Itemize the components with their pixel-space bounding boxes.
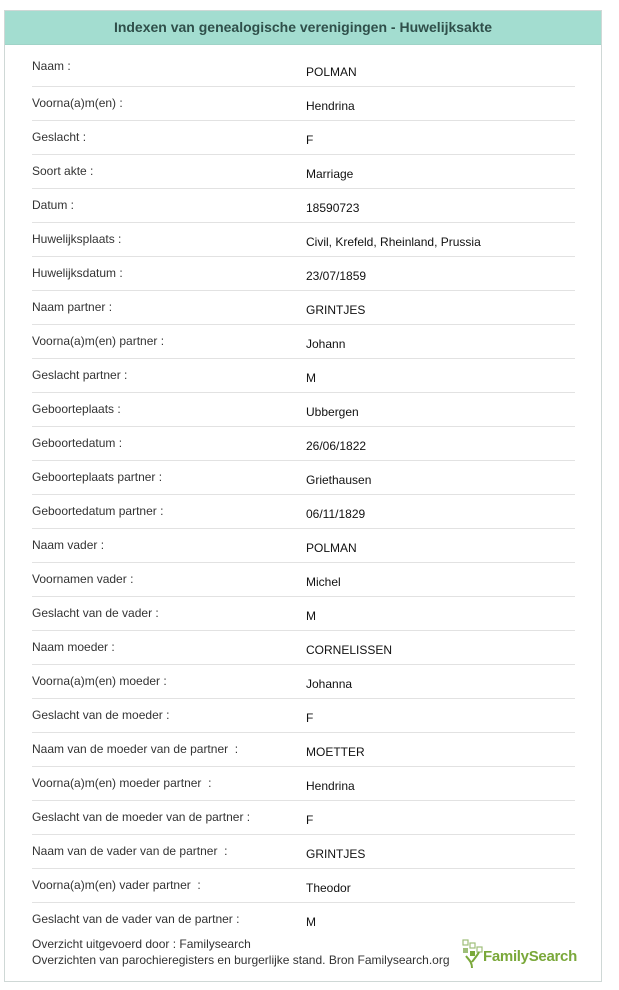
field-value: CORNELISSEN bbox=[306, 643, 393, 657]
familysearch-tree-icon bbox=[461, 938, 485, 970]
field-label: Geboorteplaats : bbox=[32, 402, 121, 416]
field-label: Naam vader : bbox=[32, 538, 105, 552]
field-label: Voorna(a)m(en) partner : bbox=[32, 334, 165, 348]
table-row bbox=[32, 393, 575, 427]
table-row bbox=[32, 461, 575, 495]
table-row bbox=[32, 835, 575, 869]
field-value: Marriage bbox=[306, 167, 354, 181]
table-row bbox=[32, 53, 575, 87]
field-value: 23/07/1859 bbox=[306, 269, 367, 283]
field-label: Voorna(a)m(en) moeder : bbox=[32, 674, 167, 688]
table-row bbox=[32, 869, 575, 903]
field-label: Naam moeder : bbox=[32, 640, 115, 654]
field-value: F bbox=[306, 711, 314, 725]
table-row bbox=[32, 223, 575, 257]
table-row bbox=[32, 257, 575, 291]
field-value: Hendrina bbox=[306, 779, 355, 793]
field-label: Geslacht van de moeder van de partner : bbox=[32, 810, 251, 824]
field-label: Geslacht van de vader van de partner : bbox=[32, 912, 240, 926]
field-value: Hendrina bbox=[306, 99, 355, 113]
table-row bbox=[32, 495, 575, 529]
field-value: Johann bbox=[306, 337, 346, 351]
footer-line-1: Overzicht uitgevoerd door : Familysearch bbox=[32, 937, 251, 951]
field-label: Naam : bbox=[32, 59, 71, 73]
table-row bbox=[32, 699, 575, 733]
field-value: GRINTJES bbox=[306, 303, 366, 317]
field-value: Theodor bbox=[306, 881, 351, 895]
field-value: M bbox=[306, 609, 316, 623]
field-label: Geboorteplaats partner : bbox=[32, 470, 163, 484]
field-value: M bbox=[306, 371, 316, 385]
record-card bbox=[4, 10, 602, 982]
record-fields bbox=[32, 53, 575, 937]
field-label: Geboortedatum partner : bbox=[32, 504, 164, 518]
field-value: F bbox=[306, 133, 314, 147]
table-row bbox=[32, 767, 575, 801]
field-value: GRINTJES bbox=[306, 847, 366, 861]
field-label: Voornamen vader : bbox=[32, 572, 134, 586]
table-row bbox=[32, 733, 575, 767]
field-value: F bbox=[306, 813, 314, 827]
field-value: 18590723 bbox=[306, 201, 360, 215]
field-label: Huwelijksplaats : bbox=[32, 232, 122, 246]
field-value: Michel bbox=[306, 575, 341, 589]
field-label: Naam van de vader van de partner : bbox=[32, 844, 228, 858]
field-label: Huwelijksdatum : bbox=[32, 266, 123, 280]
field-value: POLMAN bbox=[306, 541, 357, 555]
field-label: Geboortedatum : bbox=[32, 436, 123, 450]
field-label: Soort akte : bbox=[32, 164, 94, 178]
footer bbox=[32, 936, 450, 968]
table-row bbox=[32, 155, 575, 189]
field-value: Civil, Krefeld, Rheinland, Prussia bbox=[306, 235, 481, 249]
field-value: POLMAN bbox=[306, 65, 357, 79]
field-label: Geslacht van de vader : bbox=[32, 606, 159, 620]
field-value: Johanna bbox=[306, 677, 353, 691]
familysearch-logo[interactable] bbox=[457, 936, 587, 972]
field-label: Naam van de moeder van de partner : bbox=[32, 742, 239, 756]
field-value: 26/06/1822 bbox=[306, 439, 367, 453]
table-row bbox=[32, 597, 575, 631]
field-value: Ubbergen bbox=[306, 405, 359, 419]
field-value: MOETTER bbox=[306, 745, 365, 759]
table-row bbox=[32, 87, 575, 121]
footer-line-2: Overzichten van parochieregisters en burgerlijke stand. Bron Familysearch.org bbox=[32, 953, 450, 967]
table-row bbox=[32, 121, 575, 155]
field-label: Voorna(a)m(en) vader partner : bbox=[32, 878, 201, 892]
table-row bbox=[32, 665, 575, 699]
field-label: Datum : bbox=[32, 198, 75, 212]
field-label: Voorna(a)m(en) moeder partner : bbox=[32, 776, 212, 790]
table-row bbox=[32, 427, 575, 461]
table-row bbox=[32, 563, 575, 597]
table-row bbox=[32, 801, 575, 835]
field-value: Griethausen bbox=[306, 473, 372, 487]
field-label: Geslacht partner : bbox=[32, 368, 128, 382]
table-row bbox=[32, 291, 575, 325]
table-row bbox=[32, 359, 575, 393]
field-label: Naam partner : bbox=[32, 300, 113, 314]
field-value: 06/11/1829 bbox=[306, 507, 366, 521]
table-row bbox=[32, 631, 575, 665]
field-label: Geslacht van de moeder : bbox=[32, 708, 170, 722]
table-row bbox=[32, 189, 575, 223]
table-row bbox=[32, 325, 575, 359]
field-label: Voorna(a)m(en) : bbox=[32, 96, 123, 110]
page-title: Indexen van genealogische verenigingen - Huwelijksakte bbox=[5, 11, 601, 45]
field-label: Geslacht : bbox=[32, 130, 87, 144]
table-row bbox=[32, 529, 575, 563]
logo-text: FamilySearch bbox=[483, 948, 577, 965]
table-row bbox=[32, 903, 575, 937]
field-value: M bbox=[306, 915, 316, 929]
